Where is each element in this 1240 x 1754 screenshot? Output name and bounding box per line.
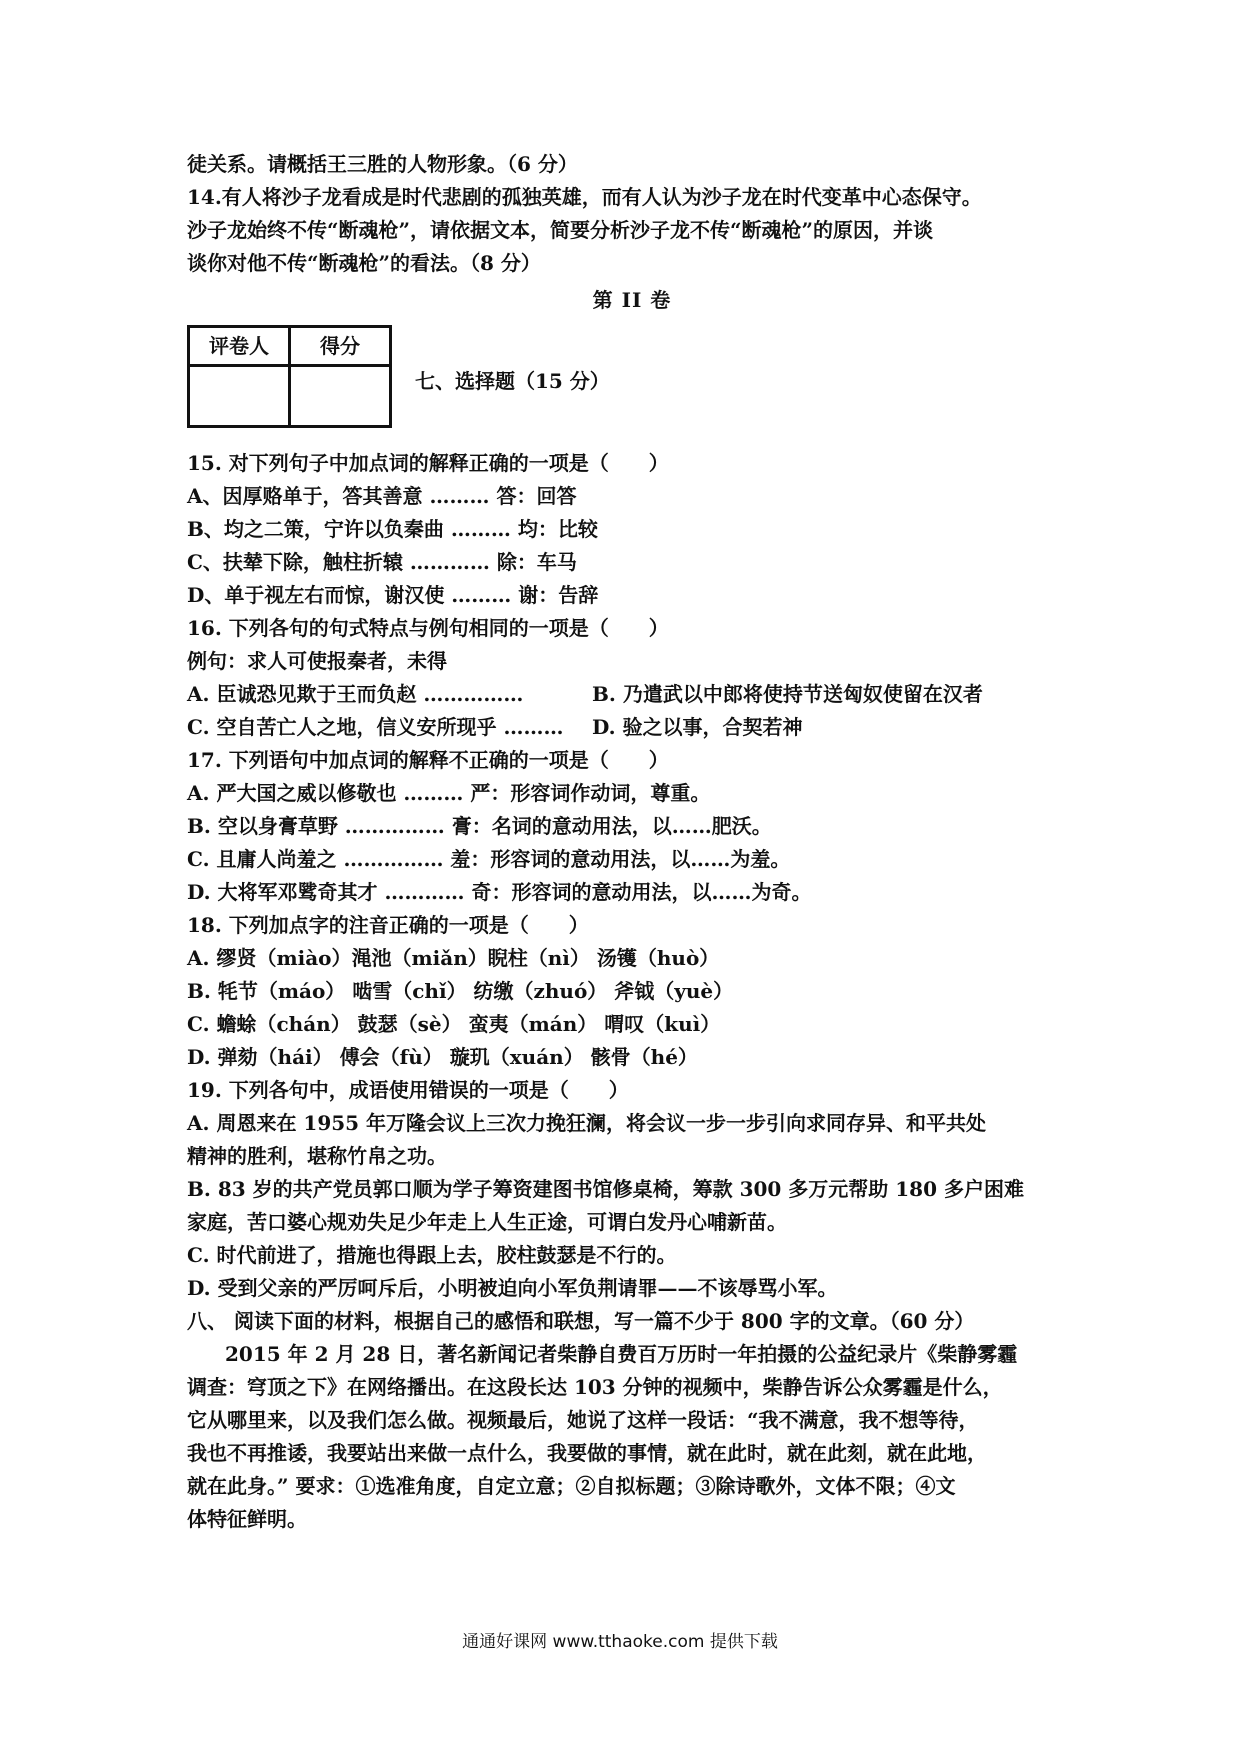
- question-16-option-d: D. 验之以事，合契若神: [592, 715, 803, 739]
- essay-material-line: 2015 年 2 月 28 日，著名新闻记者柴静自费百万历时一年拍摄的公益纪录片《柴静雾霾: [225, 1342, 1018, 1366]
- question-16-row-ab: [187, 678, 1077, 711]
- question-18-option-b: B. 牦节（máo） 啮雪（chǐ） 纺缴（zhuó） 斧钺（yuè）: [187, 979, 734, 1003]
- question-18-option-c: C. 蟾蜍（chán） 鼓瑟（sè） 蛮夷（mán） 喟叹（kuì）: [187, 1012, 721, 1036]
- question-14-line: 14.有人将沙子龙看成是时代悲剧的孤独英雄，而有人认为沙子龙在时代变革中心态保守。: [187, 185, 982, 209]
- question-19-line: D. 受到父亲的严厉呵斥后，小明被迫向小军负荆请罪——不该辱骂小军。: [187, 1276, 838, 1300]
- question-16-stem: 16. 下列各句的句式特点与例句相同的一项是（ ）: [187, 616, 669, 640]
- question-14-line: 沙子龙始终不传“断魂枪”，请依据文本，简要分析沙子龙不传“断魂枪”的原因，并谈: [187, 218, 934, 242]
- essay-material-line: 就在此身。” 要求：①选准角度，自定立意；②自拟标题；③除诗歌外，文体不限；④文: [187, 1474, 956, 1498]
- volume-title: 第 II 卷: [592, 288, 672, 312]
- question-19-line: 精神的胜利，堪称竹帛之功。: [187, 1144, 447, 1168]
- score-header: 得分: [290, 327, 391, 366]
- essay-material-line: 我也不再推诿，我要站出来做一点什么，我要做的事情，就在此时，就在此刻，就在此地，: [187, 1441, 987, 1465]
- question-19-stem: 19. 下列各句中，成语使用错误的一项是（ ）: [187, 1078, 629, 1102]
- reviewer-header: 评卷人: [189, 327, 290, 366]
- essay-material-line: 调查：穹顶之下》在网络播出。在这段长达 103 分钟的视频中，柴静告诉公众雾霾是什么，: [187, 1375, 1003, 1399]
- question-18-option-a: A. 缪贤（miào）渑池（miǎn）睨柱（nì） 汤镬（huò）: [187, 946, 720, 970]
- question-19-line: B. 83 岁的共产党员郭口顺为学子筹资建图书馆修桌椅，筹款 300 多万元帮助 180 多户困难: [187, 1177, 1024, 1201]
- question-16-example: 例句：求人可使报秦者，未得: [187, 649, 447, 673]
- question-17-stem: 17. 下列语句中加点词的解释不正确的一项是（ ）: [187, 748, 669, 772]
- question-15-option-c: C、扶辇下除，触柱折辕 ………… 除：车马: [187, 550, 577, 574]
- question-15-option-b: B、均之二策，宁许以负秦曲 ……… 均：比较: [187, 517, 598, 541]
- text-line: 徒关系。请概括王三胜的人物形象。（6 分）: [187, 152, 578, 176]
- question-17-option-a: A. 严大国之威以修敬也 ……… 严：形容词作动词，尊重。: [187, 781, 711, 805]
- question-16-option-b: B. 乃遣武以中郎将使持节送匈奴使留在汉者: [592, 682, 983, 706]
- section-7-heading: 七、选择题（15 分）: [415, 369, 610, 393]
- score-block: [187, 325, 1077, 447]
- essay-material-line: 体特征鲜明。: [187, 1507, 307, 1531]
- question-17-option-b: B. 空以身膏草野 …………… 膏：名词的意动用法，以……肥沃。: [187, 814, 772, 838]
- question-15-option-d: D、单于视左右而惊，谢汉使 ……… 谢：告辞: [187, 583, 599, 607]
- question-16-option-c: C. 空自苦亡人之地，信义安所现乎 ………: [187, 715, 564, 739]
- question-16-row-cd: [187, 711, 1077, 744]
- reviewer-cell[interactable]: [189, 366, 290, 427]
- footer-source: 通通好课网 www.tthaoke.com 提供下载: [462, 1632, 778, 1652]
- question-18-option-d: D. 弹劾（hái） 傅会（fù） 璇玑（xuán） 骸骨（hé）: [187, 1045, 698, 1069]
- question-19-line: C. 时代前进了，措施也得跟上去，胶柱鼓瑟是不行的。: [187, 1243, 677, 1267]
- score-cell[interactable]: [290, 366, 391, 427]
- question-17-option-d: D. 大将军邓骘奇其才 ………… 奇：形容词的意动用法，以……为奇。: [187, 880, 812, 904]
- question-17-option-c: C. 且庸人尚羞之 …………… 羞：形容词的意动用法，以……为羞。: [187, 847, 791, 871]
- question-15-stem: 15. 对下列句子中加点词的解释正确的一项是（ ）: [187, 451, 669, 475]
- score-table: [187, 325, 392, 428]
- page-content: [187, 148, 1077, 1536]
- question-14-line: 谈你对他不传“断魂枪”的看法。（8 分）: [187, 251, 541, 275]
- essay-material-line: 它从哪里来，以及我们怎么做。视频最后，她说了这样一段话：“我不满意，我不想等待，: [187, 1408, 979, 1432]
- question-18-stem: 18. 下列加点字的注音正确的一项是（ ）: [187, 913, 589, 937]
- question-19-line: A. 周恩来在 1955 年万隆会议上三次力挽狂澜，将会议一步一步引向求同存异、和平共处: [187, 1111, 987, 1135]
- question-16-option-a: A. 臣诚恐见欺于王而负赵 ……………: [187, 682, 524, 706]
- section-8-heading: 八、 阅读下面的材料，根据自己的感悟和联想，写一篇不少于 800 字的文章。（60 分）: [187, 1309, 975, 1333]
- question-15-option-a: A、因厚赂单于，答其善意 ……… 答：回答: [187, 484, 577, 508]
- question-19-line: 家庭，苦口婆心规劝失足少年走上人生正途，可谓白发丹心哺新苗。: [187, 1210, 787, 1234]
